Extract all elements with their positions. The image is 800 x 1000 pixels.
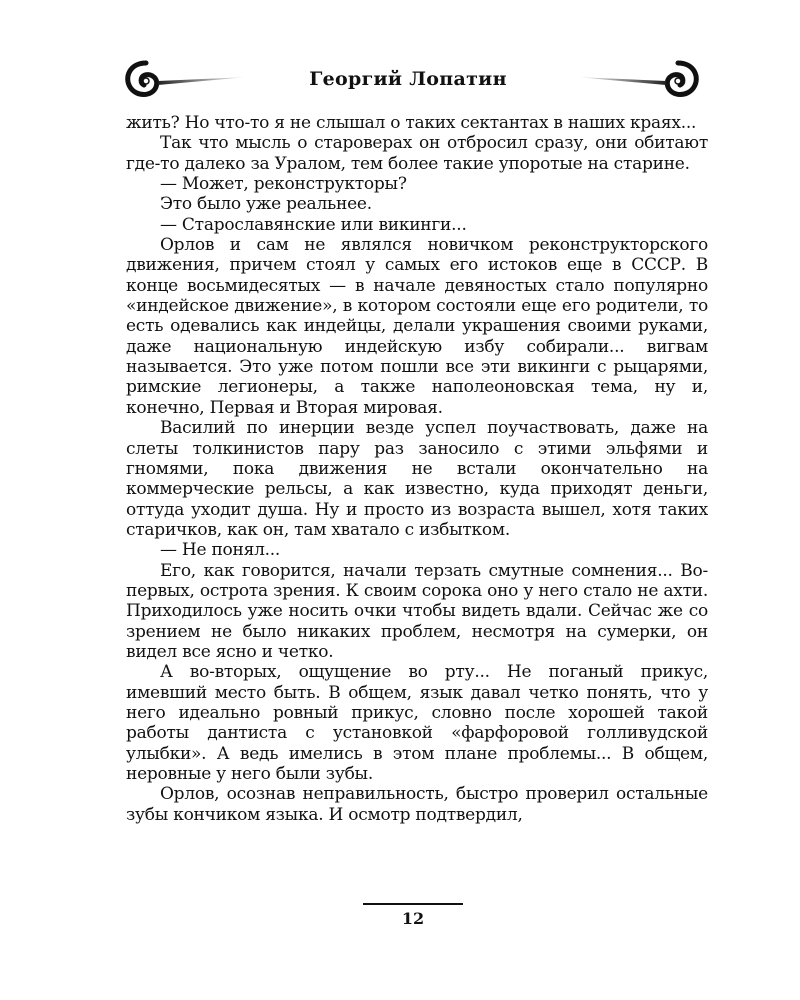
paragraph: Это было уже реальнее. bbox=[160, 194, 372, 215]
paragraph: жить? Но что-то я не слышал о таких сектантах в наших краях... bbox=[126, 113, 697, 133]
paragraph: — Может, реконструкторы? bbox=[160, 174, 407, 195]
paragraph: — Старославянские или викинги... bbox=[160, 214, 467, 235]
paragraph: Так что мысль о староверах он отбросил сразу, они обитают где-то далеко за Уралом, тем более такие упоротые на старине. bbox=[126, 133, 708, 174]
body-text bbox=[126, 113, 708, 825]
page-header bbox=[118, 55, 698, 103]
paragraph: Орлов, осознав неправильность, быстро проверил остальные зубы кончиком языка. И осмотр подтвердил, bbox=[126, 784, 708, 825]
paragraph: А во-вторых, ощущение во рту... Не поганый прикус, имевший место быть. В общем, язык давал четко понять, что у него идеально ровный прикус, словно после хорошей такой работы дантиста с установкой «фарфоровой голливудской улыбки». А ведь имелись в этом плане проблемы... В общем, неровные у него были зубы. bbox=[126, 662, 708, 784]
right-header-ornament-icon bbox=[576, 55, 706, 103]
running-title: Георгий Лопатин bbox=[309, 68, 507, 90]
paragraph: Василий по инерции везде успел поучаствовать, даже на слеты толкинистов пару раз заносило с этими эльфями и гномями, пока движения не встали окончательно на коммерческие рельсы, а как известно, куда приходят деньги, оттуда уходит душа. Ну и просто из возраста вышел, хотя таких старичков, как он, там хватало с избытком. bbox=[126, 418, 708, 540]
page-number: 12 bbox=[401, 909, 425, 928]
paragraph: Его, как говорится, начали терзать смутные сомнения... Во-первых, острота зрения. К своим сорока оно у него стало не ахти. Приходилось уже носить очки чтобы видеть вдали. Сейчас же со зрением не было никаких проблем, несмотря на сумерки, он видел все ясно и четко. bbox=[126, 560, 708, 662]
paragraph: Орлов и сам не являлся новичком реконструкторского движения, причем стоял у самых его истоков еще в СССР. В конце восьмидесятых — в начале девяностых стало популярно «индейское движение», в котором состояли еще его родители, то есть одевались как индейцы, делали украшения своими руками, даже национальную индейскую избу собирали... вигвам называется. Это уже потом пошли все эти викинги с рыцарями, римские легионеры, а также наполеоновская тема, ну и, конечно, Первая и Вторая мировая. bbox=[126, 235, 708, 418]
paragraph: — Не понял... bbox=[160, 540, 281, 561]
footer-divider bbox=[363, 903, 463, 905]
